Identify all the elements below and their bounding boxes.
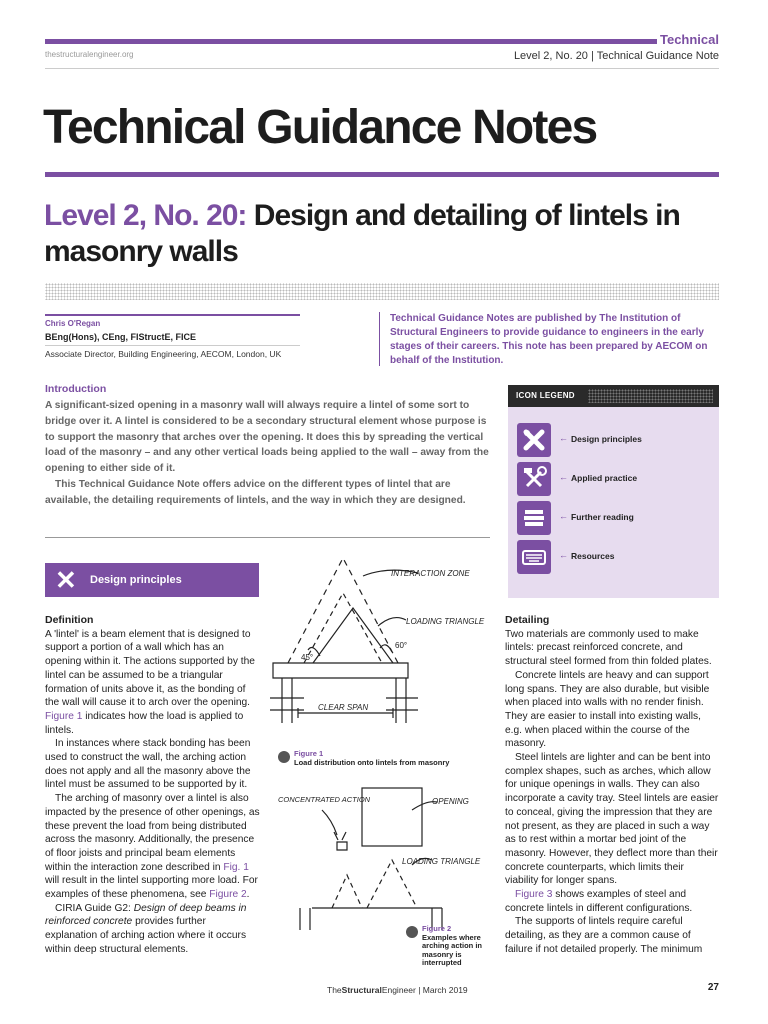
crossed-tools-icon: ✕	[55, 565, 77, 595]
banner-label: Design principles	[90, 574, 182, 586]
site-url[interactable]: thestructuralengineer.org	[45, 50, 134, 59]
figure2-caption-text: Examples where arching action in masonry is interrupted	[422, 932, 483, 967]
paragraph: The supports of lintels require careful detailing, as they are a common cause of failure if not detailed properly. The minimum	[505, 916, 703, 955]
legend-item-resources	[517, 540, 717, 574]
crossed-tools-icon	[517, 423, 551, 457]
legend-label: Design principles	[571, 434, 642, 444]
definition-heading: Definition	[45, 614, 94, 626]
books-icon	[517, 501, 551, 535]
author-name: Chris O'Regan	[45, 319, 101, 328]
intro-body	[45, 398, 495, 509]
article-title	[44, 198, 704, 270]
column-detailing	[505, 614, 719, 957]
intro-paragraph: A significant-sized opening in a masonry wall will always require a lintel of some sort to bridge over it. A lintel is considered to be a secondary structural element whose purpose is to support the masonry that arches over the opening. It does this by spreading the vertical load of the masonry – and any other vertical loads being applied to the wall – away from the opening to either side of it.	[45, 400, 489, 475]
arrow-left-icon: ←	[559, 550, 568, 560]
design-principles-banner	[45, 563, 259, 597]
figure-badge-icon	[406, 926, 418, 938]
fig2-opening-label: OPENING	[432, 797, 469, 806]
article-title-text: Design and detailing of lintels in masonry walls	[44, 199, 680, 268]
page-title: Technical Guidance Notes	[43, 101, 597, 154]
detailing-heading: Detailing	[505, 614, 550, 626]
paragraph: Steel lintels are lighter and can be bent into complex shapes, such as arches, which allow for unique openings in walls. They can also incorporate a cavity tray. Steel lintels are easier to conceal, giving the impression that they are not present, as they are placed in such a way as to rest within a mortar bed joint of the masonry. However, they deflect more than their concrete counterparts, which limits their viability for longer spans.	[505, 752, 719, 887]
fig2-conc-label: CONCENTRATED ACTION	[278, 795, 371, 804]
page-number: 27	[707, 982, 719, 993]
figure-link[interactable]: Figure 2	[209, 889, 247, 901]
fig1-span-label: CLEAR SPAN	[318, 703, 369, 712]
section-label: Technical	[659, 32, 719, 47]
figure-badge-icon	[278, 751, 290, 763]
arrow-left-icon: ←	[559, 511, 568, 521]
legend-header	[508, 385, 719, 407]
intro-paragraph: This Technical Guidance Note offers advice on the different types of lintel that are available, the detailing requirements of lintels, and the way in which they are designed.	[45, 478, 466, 506]
legend-item-practice	[517, 462, 717, 496]
author-role: Associate Director, Building Engineering, AECOM, London, UK	[45, 349, 282, 359]
icon-legend	[508, 385, 719, 598]
arrow-left-icon: ←	[559, 433, 568, 443]
legend-title: ICON LEGEND	[516, 391, 575, 400]
paragraph: Concrete lintels are heavy and can support long spans. They are also durable, but visible when placed into walls with no render finish. They are easier to install into existing walls, e.g. when placed within the course of the masonry.	[505, 669, 710, 750]
legend-item-design	[517, 423, 717, 457]
fig1-angle-60: 60°	[395, 641, 408, 650]
header-rule	[45, 39, 657, 44]
figure2-caption	[422, 925, 497, 968]
author-rule	[45, 314, 300, 316]
paragraph: The arching of masonry over a lintel is also impacted by the presence of other openings, as these prevent the load from being distributed across the masonry. Additionally, the presence of floor joists and principal beam elements within the interaction zone described in Fig. 1 will result in the lintel supporting more load. For examples of these phenomena, see Figure 2.	[45, 793, 260, 901]
legend-dots	[588, 389, 713, 403]
arrow-left-icon: ←	[559, 472, 568, 482]
paragraph: CIRIA Guide G2: Design of deep beams in reinforced concrete provides further explanation of arching action where it occurs within deep structural elements.	[45, 902, 247, 955]
legend-label: Resources	[571, 551, 615, 561]
figure2-number: Figure 2	[422, 924, 452, 933]
issue-line: Level 2, No. 20 | Technical Guidance Note	[513, 50, 719, 62]
footer-publication: TheStructuralEngineer | March 2019	[327, 985, 468, 995]
figure2-drawing	[272, 780, 502, 930]
dotted-divider	[45, 283, 719, 300]
paragraph: In instances where stack bonding has been used to construct the wall, the arching action does not apply and all the masonry above the lintel must be assumed to be supported by it.	[45, 738, 251, 791]
fig2-loading-label: LOADING TRIANGLE	[402, 857, 481, 866]
intro-heading: Introduction	[45, 383, 107, 395]
figure-link[interactable]: Figure 1	[45, 710, 83, 722]
publisher-note: Technical Guidance Notes are published by The Institution of Structural Engineers to provide guidance to engineers in the early stages of their careers. This note has been prepared by AECOM on behalf of the Institution.	[379, 312, 719, 366]
author-divider	[45, 345, 300, 346]
article-number: Level 2, No. 20:	[44, 199, 247, 232]
column-definition	[45, 614, 260, 957]
fig1-angle-45: 45°	[301, 653, 314, 662]
wrench-hammer-icon	[517, 462, 551, 496]
legend-label: Applied practice	[571, 473, 638, 483]
paragraph: Two materials are commonly used to make lintels: precast reinforced concrete, and structural steel formed from thin folded plates.	[505, 628, 712, 668]
figure-link[interactable]: Fig. 1	[223, 861, 249, 873]
figure1-number: Figure 1	[294, 749, 324, 758]
figure1-drawing	[268, 548, 498, 743]
paragraph: Figure 3 shows examples of steel and concrete lintels in different configurations.	[505, 889, 693, 914]
fig1-interaction-label: INTERACTION ZONE	[391, 569, 470, 578]
figure-link[interactable]: Figure 3	[515, 889, 553, 901]
keyboard-icon	[517, 540, 551, 574]
author-quals: BEng(Hons), CEng, FIStructE, FICE	[45, 332, 196, 342]
header-divider	[45, 68, 719, 69]
legend-item-reading	[517, 501, 717, 535]
section-divider	[45, 537, 490, 538]
figure1-caption-text: Load distribution onto lintels from masonry	[294, 757, 450, 767]
legend-label: Further reading	[571, 512, 634, 522]
figure1-caption	[294, 750, 494, 767]
paragraph: A 'lintel' is a beam element that is designed to support a portion of a wall which has an opening within it. The actions supported by the lintel can be assumed to be a triangular formation of units above it, as the bonding of the wall will cause it to arch over the opening. Figure 1 indicates how the load is applied to lintels.	[45, 628, 255, 736]
fig1-loading-label: LOADING TRIANGLE	[406, 617, 485, 626]
title-rule	[45, 172, 719, 177]
